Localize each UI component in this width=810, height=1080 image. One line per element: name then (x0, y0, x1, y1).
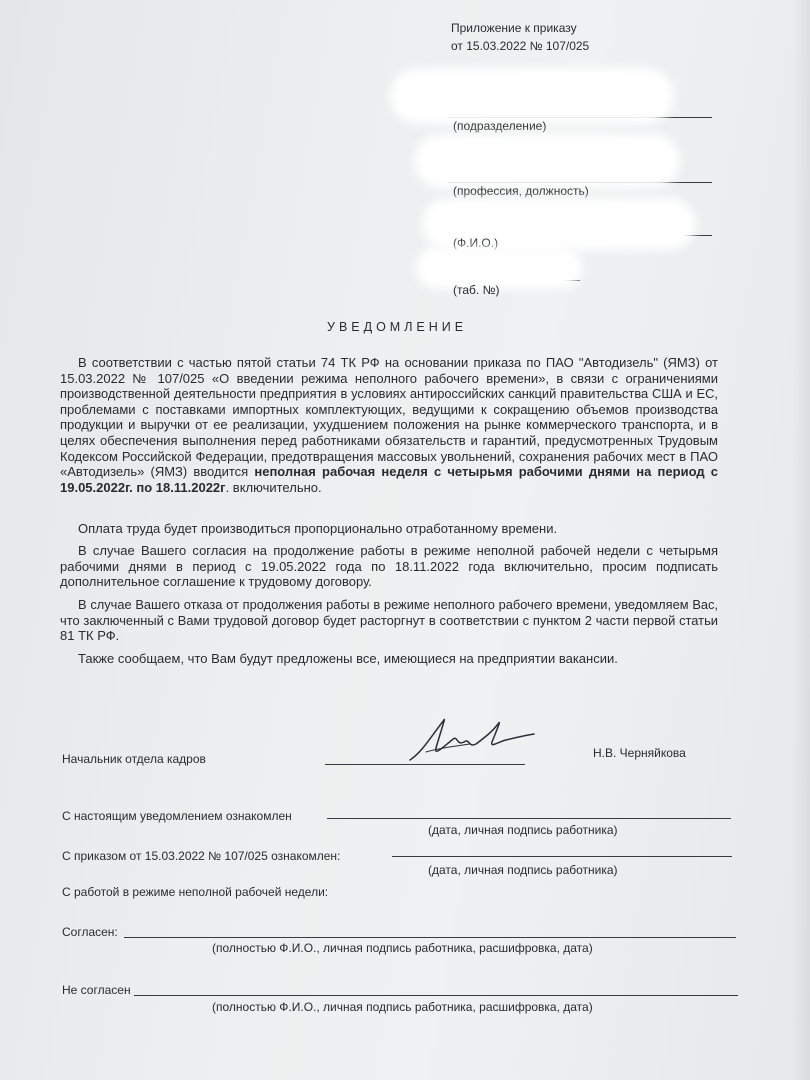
handwritten-signature (400, 712, 550, 772)
signatory-name: Н.В. Черняйкова (593, 746, 686, 760)
disagree-caption: (полностью Ф.И.О., личная подпись работника, расшифровка, дата) (212, 1000, 593, 1014)
paragraph-line: целях обеспечения выполнения перед работниками обязательств и гарантий, предусмотренных Трудовым (60, 432, 718, 448)
paragraph-line: В соответствии с частью пятой статьи 74 ТК РФ на основании приказа по ПАО "Автодизель" (ЯМЗ) от (78, 355, 718, 370)
disagree-label: Не согласен (62, 983, 131, 997)
paragraph-line: 15.03.2022 № 107/025 «О введении режима неполного рабочего времени», в связи с ограничениями (60, 370, 718, 386)
paragraph-main (60, 355, 718, 495)
signatory-position: Начальник отдела кадров (62, 752, 206, 766)
bold-period-text: неполная рабочая неделя с четырьмя рабочими днями на период с (254, 464, 718, 480)
page-edge-shadow (792, 0, 810, 1080)
paragraph-line: дополнительное соглашение к трудовому договору. (60, 574, 372, 590)
department-caption: (подразделение) (453, 119, 547, 133)
paragraph-text: «Автодизель» (ЯМЗ) вводится (60, 464, 249, 480)
paragraph-line: В случае Вашего согласия на продолжение работы в режиме неполной рабочей недели с четырьмя (78, 543, 718, 558)
paragraph-line-bold-mix (60, 480, 718, 496)
paragraph-line-bold-mix (60, 464, 718, 480)
ack-notice-caption: (дата, личная подпись работника) (428, 823, 618, 837)
position-caption: (профессия, должность) (453, 184, 589, 198)
ack-order-line[interactable] (392, 856, 732, 857)
paragraph-line: проблемами с поставками импортных комплектующих, ведущими к сокращению объемов производства (60, 401, 718, 417)
paragraph-line: 81 ТК РФ. (60, 628, 120, 644)
agree-line[interactable] (124, 937, 736, 938)
document-title: УВЕДОМЛЕНИЕ (327, 320, 468, 334)
paragraph-line: В случае Вашего отказа от продолжения работы в режиме неполного рабочего времени, уведомляем Вас, (78, 597, 718, 612)
redaction-position (422, 142, 672, 180)
ack-notice-line[interactable] (327, 818, 731, 819)
paragraph-refusal (60, 597, 718, 644)
tab-number-caption: (таб. №) (453, 283, 500, 297)
paragraph-vacancies (60, 651, 718, 667)
bold-dates-text: 19.05.2022г. по 18.11.2022г (60, 479, 226, 495)
paragraph-line: Оплата труда будет производиться пропорционально отработанному времени. (78, 521, 558, 536)
redaction-department (398, 76, 666, 116)
paragraph-line: рабочими днями в период с 19.05.2022 года по 18.11.2022 года включительно, просим подписать (60, 558, 718, 574)
paragraph-line: продукции и выручки от ее реализации, ухудшением положения на рынке коммерческого транспорта, и в (60, 417, 718, 433)
ack-notice-label: С настоящим уведомлением ознакомлен (62, 809, 292, 823)
paragraph-line: производственной деятельности предприятия в условиях антироссийских санкций правительства США и ЕС, (60, 386, 718, 402)
paragraph-line: что заключенный с Вами трудовой договор будет расторгнут в соответствии с пунктом 2 части первой статьи (60, 612, 718, 628)
agree-label: Согласен: (62, 925, 118, 939)
redaction-tab-number (424, 255, 574, 281)
appendix-line: Приложение к приказу (451, 21, 577, 35)
mode-label: С работой в режиме неполной рабочей недели: (62, 885, 329, 899)
position-line (448, 182, 712, 183)
agree-caption: (полностью Ф.И.О., личная подпись работника, расшифровка, дата) (212, 941, 593, 955)
paragraph-consent (60, 543, 718, 590)
ack-order-caption: (дата, личная подпись работника) (428, 863, 618, 877)
name-caption: (Ф.И.О.) (453, 236, 499, 250)
paragraph-line: Кодексом Российской Федерации, предотвращения массовых увольнений, сохранения рабочих мест в ПАО (60, 448, 718, 464)
appendix-order-line: от 15.03.2022 № 107/025 (451, 39, 590, 53)
paragraph-text: . включительно. (225, 479, 322, 495)
paragraph-line: Также сообщаем, что Вам будут предложены все, имеющиеся на предприятии вакансии. (78, 651, 618, 666)
department-line (448, 117, 712, 118)
disagree-line[interactable] (134, 995, 738, 996)
paragraph-pay (60, 521, 718, 537)
ack-order-label: С приказом от 15.03.2022 № 107/025 ознакомлен: (62, 849, 341, 863)
